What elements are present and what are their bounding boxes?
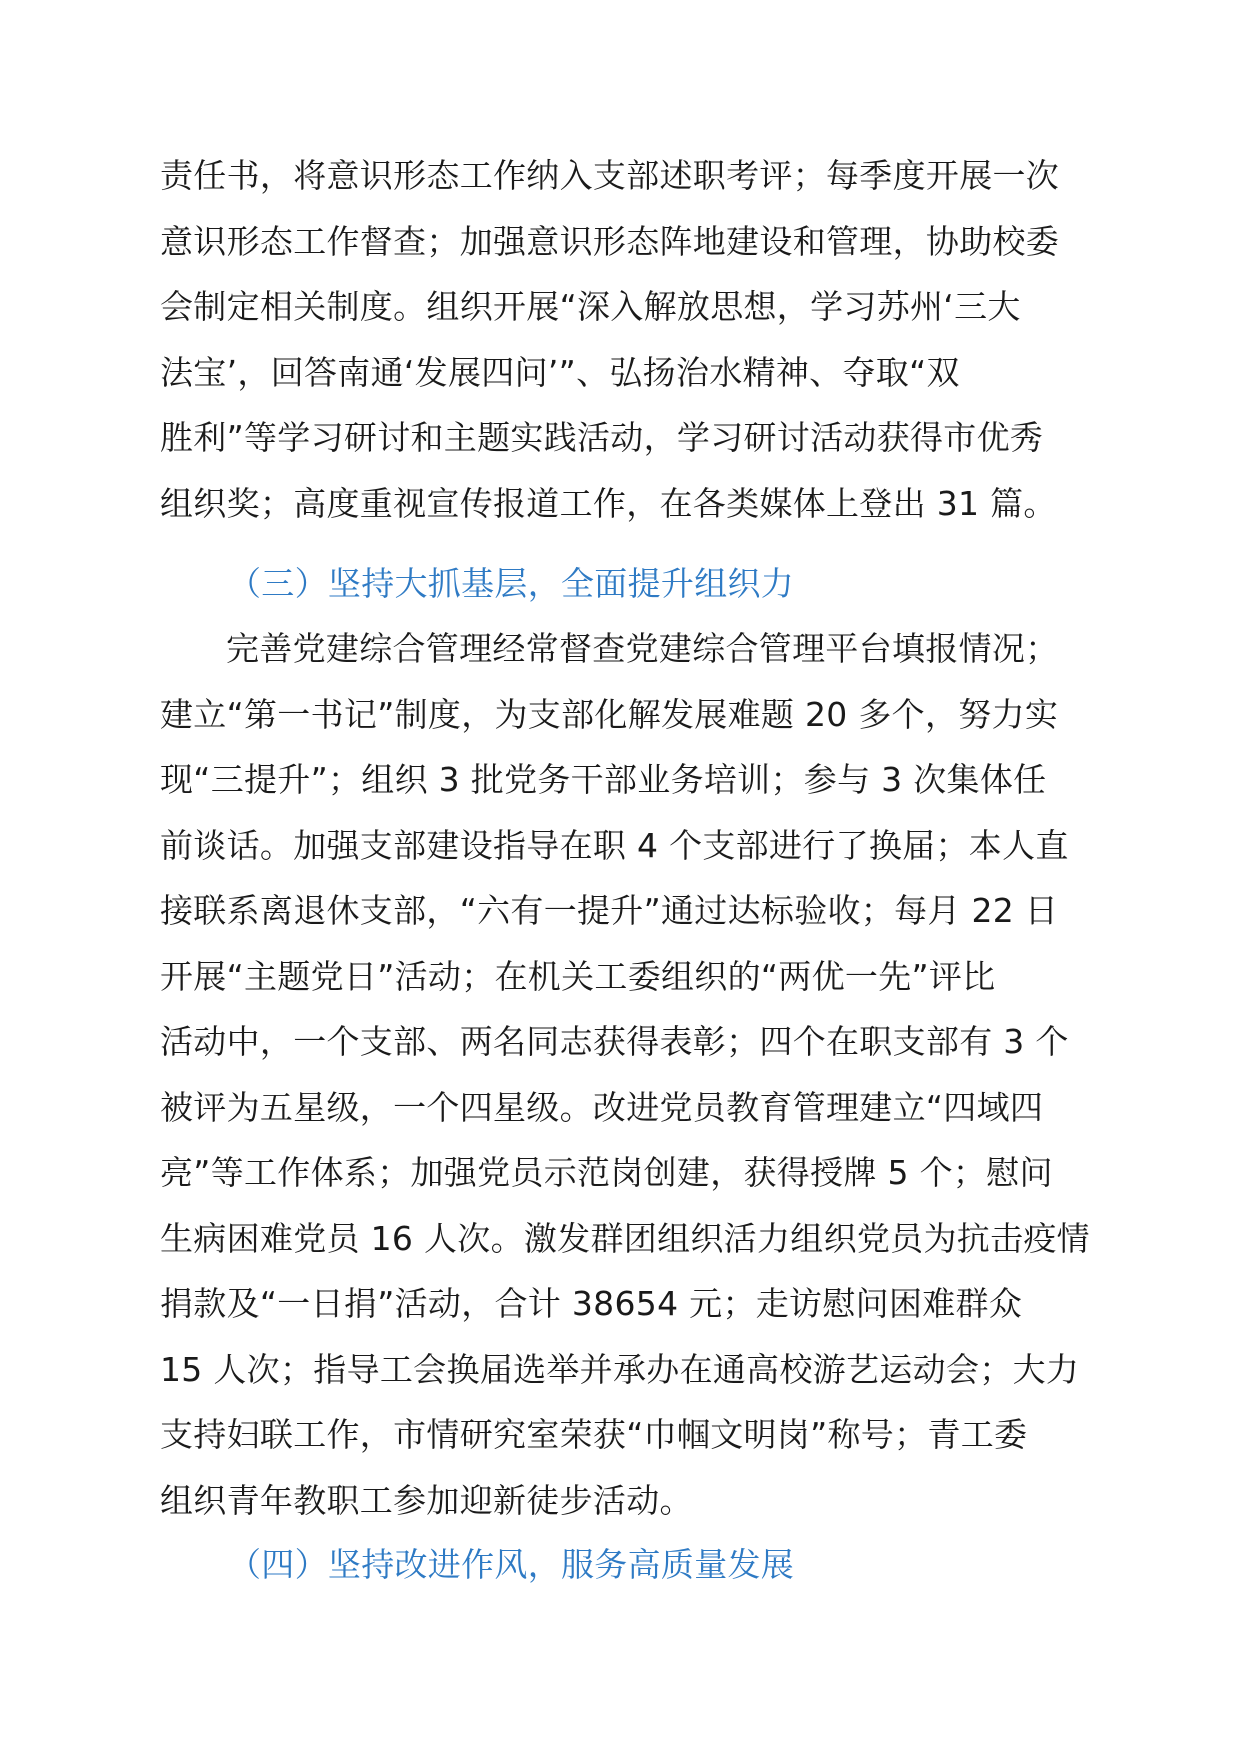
paragraph-line: 胜利”等学习研讨和主题实践活动，学习研讨活动获得市优秀 xyxy=(160,418,1044,457)
paragraph-line: 接联系离退休支部，“六有一提升”通过达标验收；每月 22 日 xyxy=(160,891,1059,930)
paragraph-line: 活动中，一个支部、两名同志获得表彰；四个在职支部有 3 个 xyxy=(160,1022,1069,1061)
paragraph-line: 15 人次；指导工会换届选举并承办在通高校游艺运动会；大力 xyxy=(160,1349,1080,1389)
paragraph-line: 支持妇联工作，市情研究室荣获“巾帼文明岗”称号；青工委 xyxy=(160,1415,1028,1454)
paragraph-ideology-work xyxy=(160,143,1090,536)
paragraph-line: 会制定相关制度。组织开展“深入解放思想，学习苏州‘三大 xyxy=(160,287,1021,326)
paragraph-line: 责任书，将意识形态工作纳入支部述职考评；每季度开展一次 xyxy=(160,156,1060,195)
paragraph-line: 建立“第一书记”制度，为支部化解发展难题 20 多个，努力实 xyxy=(160,694,1059,734)
section-heading-3: （三）坚持大抓基层，全面提升组织力 xyxy=(228,564,795,603)
paragraph-line: 开展“主题党日”活动；在机关工委组织的“两优一先”评比 xyxy=(160,956,996,996)
paragraph-line: 组织青年教职工参加迎新徒步活动。 xyxy=(160,1480,693,1520)
paragraph-line: 捐款及“一日捐”活动，合计 38654 元；走访慰问困难群众 xyxy=(160,1284,1023,1323)
paragraph-line: 组织奖；高度重视宣传报道工作，在各类媒体上登出 31 篇。 xyxy=(160,483,1057,523)
paragraph-line: 被评为五星级，一个四星级。改进党员教育管理建立“四域四 xyxy=(160,1087,1044,1127)
paragraph-line: 前谈话。加强支部建设指导在职 4 个支部进行了换届；本人直 xyxy=(160,825,1069,865)
paragraph-line: 法宝’，回答南通‘发展四问’”、弘扬治水精神、夺取“双 xyxy=(160,352,960,392)
paragraph-line: 意识形态工作督查；加强意识形态阵地建设和管理，协助校委 xyxy=(160,221,1060,261)
section-heading-4: （四）坚持改进作风，服务高质量发展 xyxy=(228,1545,795,1584)
paragraph-grassroots-organization xyxy=(160,616,1090,1533)
paragraph-line: 完善党建综合管理经常督查党建综合管理平台填报情况； xyxy=(226,629,1059,668)
paragraph-line: 现“三提升”；组织 3 批党务干部业务培训；参与 3 次集体任 xyxy=(160,760,1047,799)
paragraph-line: 亮”等工作体系；加强党员示范岗创建，获得授牌 5 个；慰问 xyxy=(160,1153,1053,1192)
paragraph-line: 生病困难党员 16 人次。激发群团组织活力组织党员为抗击疫情 xyxy=(160,1218,1090,1258)
